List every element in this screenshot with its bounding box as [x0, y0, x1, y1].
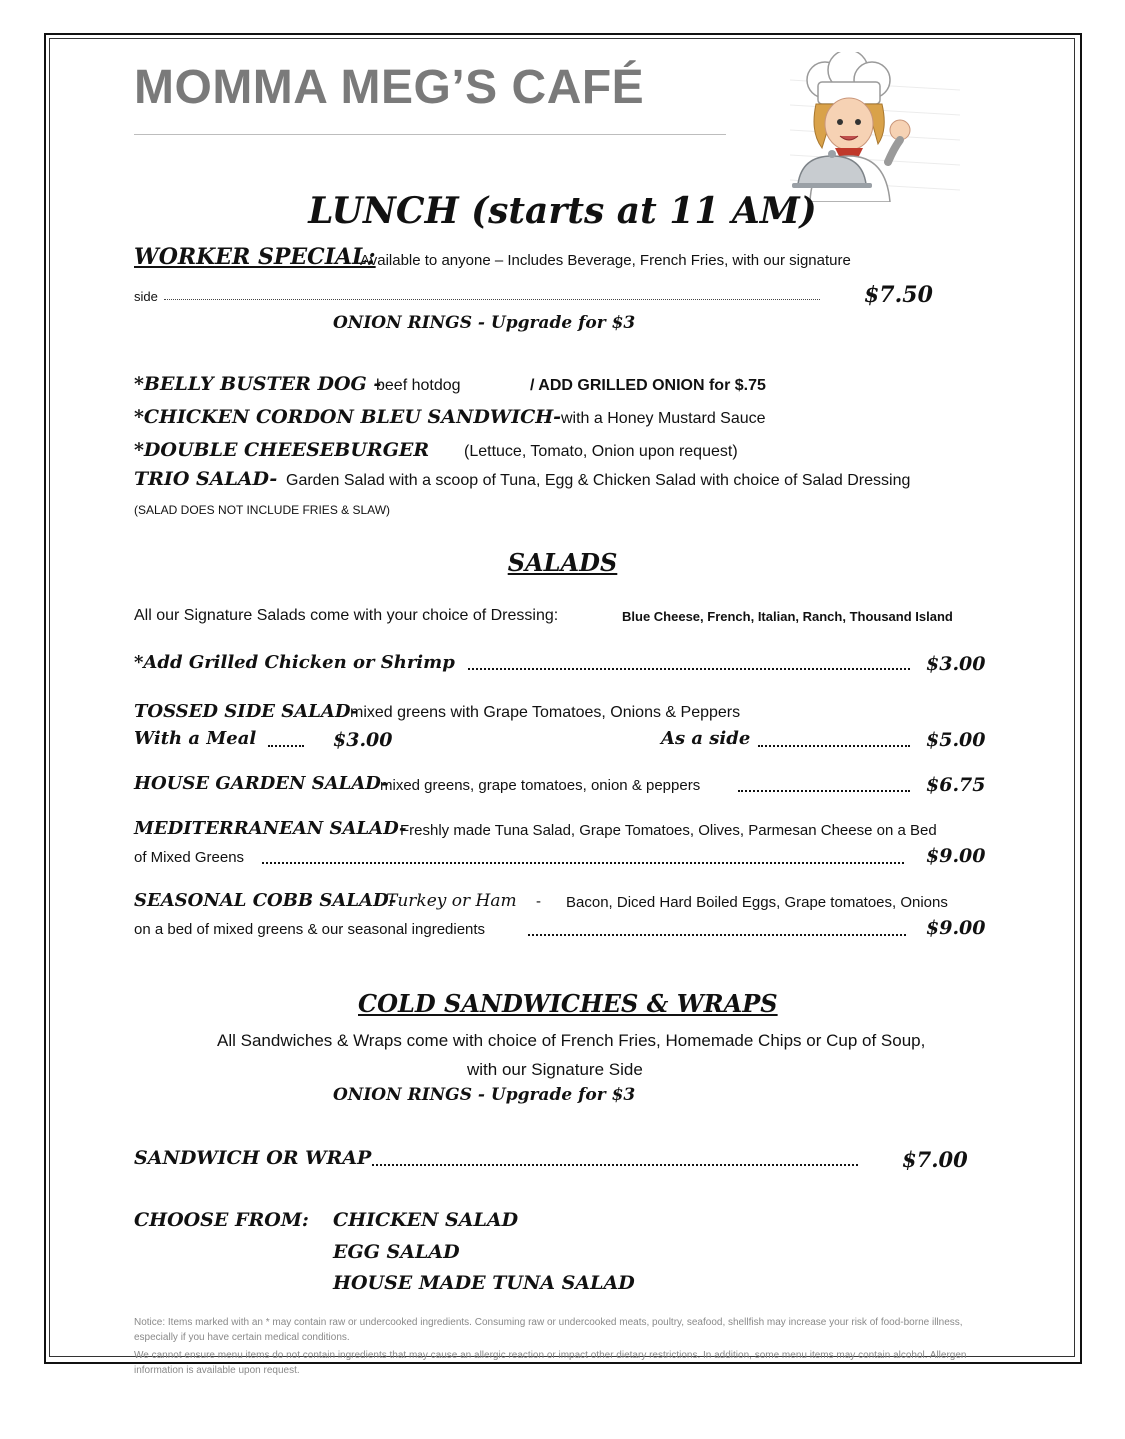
notice-allergen: We cannot ensure menu items do not contain ingredients that may cause an allergic reaction or impact other dietary restrictions. In addition, some menu items may contain alcohol. Allergen information is available upon request.: [134, 1350, 967, 1376]
lunch-heading: LUNCH (starts at 11 AM): [308, 190, 817, 232]
mediterranean-desc-cont: of Mixed Greens: [134, 849, 245, 866]
choice-item: HOUSE MADE TUNA SALAD: [333, 1272, 635, 1294]
lunch-item-desc: Garden Salad with a scoop of Tuna, Egg & Chicken Salad with choice of Salad Dressing: [286, 472, 911, 489]
sandwich-wrap-label: SANDWICH OR WRAP: [134, 1147, 372, 1169]
cold-intro-cont: with our Signature Side: [467, 1060, 643, 1079]
chef-mascot-icon: [780, 52, 920, 202]
mediterranean-leader: [262, 862, 904, 864]
house-salad-leader: [738, 790, 910, 792]
cobb-salad-meat: Turkey or Ham: [386, 891, 517, 911]
mediterranean-desc: Freshly made Tuna Salad, Grape Tomatoes, Olives, Parmesan Cheese on a Bed: [400, 822, 937, 839]
tossed-meal-label: With a Meal: [134, 728, 257, 749]
add-protein-price: $3.00: [926, 653, 986, 675]
add-protein-label: *Add Grilled Chicken or Shrimp: [134, 652, 455, 673]
choice-item: CHICKEN SALAD: [333, 1209, 519, 1231]
tossed-meal-leader: [268, 745, 304, 747]
lunch-item-label: TRIO SALAD-: [134, 468, 278, 490]
cold-intro: All Sandwiches & Wraps come with choice of French Fries, Homemade Chips or Cup of Soup,: [217, 1031, 926, 1050]
worker-special-label: WORKER SPECIAL:: [134, 244, 376, 270]
lunch-item-desc: with a Honey Mustard Sauce: [561, 410, 766, 427]
choice-item: EGG SALAD: [333, 1241, 460, 1263]
salads-intro: All our Signature Salads come with your choice of Dressing:: [134, 607, 559, 624]
cold-sandwiches-heading: COLD SANDWICHES & WRAPS: [358, 989, 778, 1018]
cobb-salad-desc: Bacon, Diced Hard Boiled Eggs, Grape tomatoes, Onions: [566, 894, 948, 911]
sandwich-wrap-price: $7.00: [902, 1147, 968, 1172]
cobb-salad-price: $9.00: [926, 917, 986, 939]
house-salad-label: HOUSE GARDEN SALAD-: [134, 773, 389, 794]
cobb-salad-desc-cont: on a bed of mixed greens & our seasonal ingredients: [134, 921, 486, 938]
lunch-item-desc: beef hotdog: [376, 377, 461, 394]
mediterranean-price: $9.00: [926, 845, 986, 867]
cold-onion-rings: ONION RINGS - Upgrade for $3: [333, 1085, 636, 1105]
tossed-side-price: $5.00: [926, 729, 986, 751]
lunch-item-label: *BELLY BUSTER DOG -: [134, 373, 382, 395]
house-salad-desc: mixed greens, grape tomatoes, onion & peppers: [380, 777, 701, 794]
notice-raw-food: Notice: Items marked with an * may contain raw or undercooked ingredients. Consuming raw or undercooked meats, poultry, seafood, shellfish may increase your risk of food-borne illness, especially if you have certain medical conditions.: [134, 1317, 963, 1343]
worker-special-desc: Available to anyone – Includes Beverage, French Fries, with our signature: [360, 252, 851, 269]
tossed-side-label: As a side: [661, 728, 751, 749]
tossed-salad-desc: mixed greens with Grape Tomatoes, Onions & Peppers: [350, 704, 741, 721]
lunch-item-desc: (Lettuce, Tomato, Onion upon request): [464, 443, 738, 460]
salads-dressings: Blue Cheese, French, Italian, Ranch, Thousand Island: [622, 609, 953, 624]
worker-special-desc-side: side: [134, 289, 158, 304]
lunch-item-label: *DOUBLE CHEESEBURGER: [134, 439, 430, 461]
add-protein-leader: [468, 668, 910, 670]
choose-from-label: CHOOSE FROM:: [134, 1209, 309, 1231]
worker-special-onion-rings: ONION RINGS - Upgrade for $3: [333, 313, 636, 333]
trio-salad-note: (SALAD DOES NOT INCLUDE FRIES & SLAW): [134, 503, 391, 517]
tossed-meal-price: $3.00: [333, 729, 393, 751]
house-salad-price: $6.75: [926, 774, 986, 796]
mediterranean-label: MEDITERRANEAN SALAD-: [134, 818, 407, 839]
cafe-title: MOMMA MEG’S CAFÉ: [134, 61, 645, 114]
sandwich-wrap-leader: [372, 1164, 858, 1166]
tossed-side-leader: [758, 745, 910, 747]
cobb-salad-label: SEASONAL COBB SALAD-: [134, 890, 397, 911]
title-divider: [134, 134, 726, 135]
salads-heading: SALADS: [507, 548, 618, 577]
cobb-salad-dash: -: [536, 893, 541, 910]
lunch-item-extra: / ADD GRILLED ONION for $.75: [530, 377, 766, 394]
lunch-item-label: *CHICKEN CORDON BLEU SANDWICH-: [134, 406, 562, 428]
worker-special-price: $7.50: [864, 282, 933, 308]
cobb-salad-leader: [528, 934, 906, 936]
worker-special-leader: [164, 299, 820, 300]
tossed-salad-label: TOSSED SIDE SALAD-: [134, 701, 359, 722]
